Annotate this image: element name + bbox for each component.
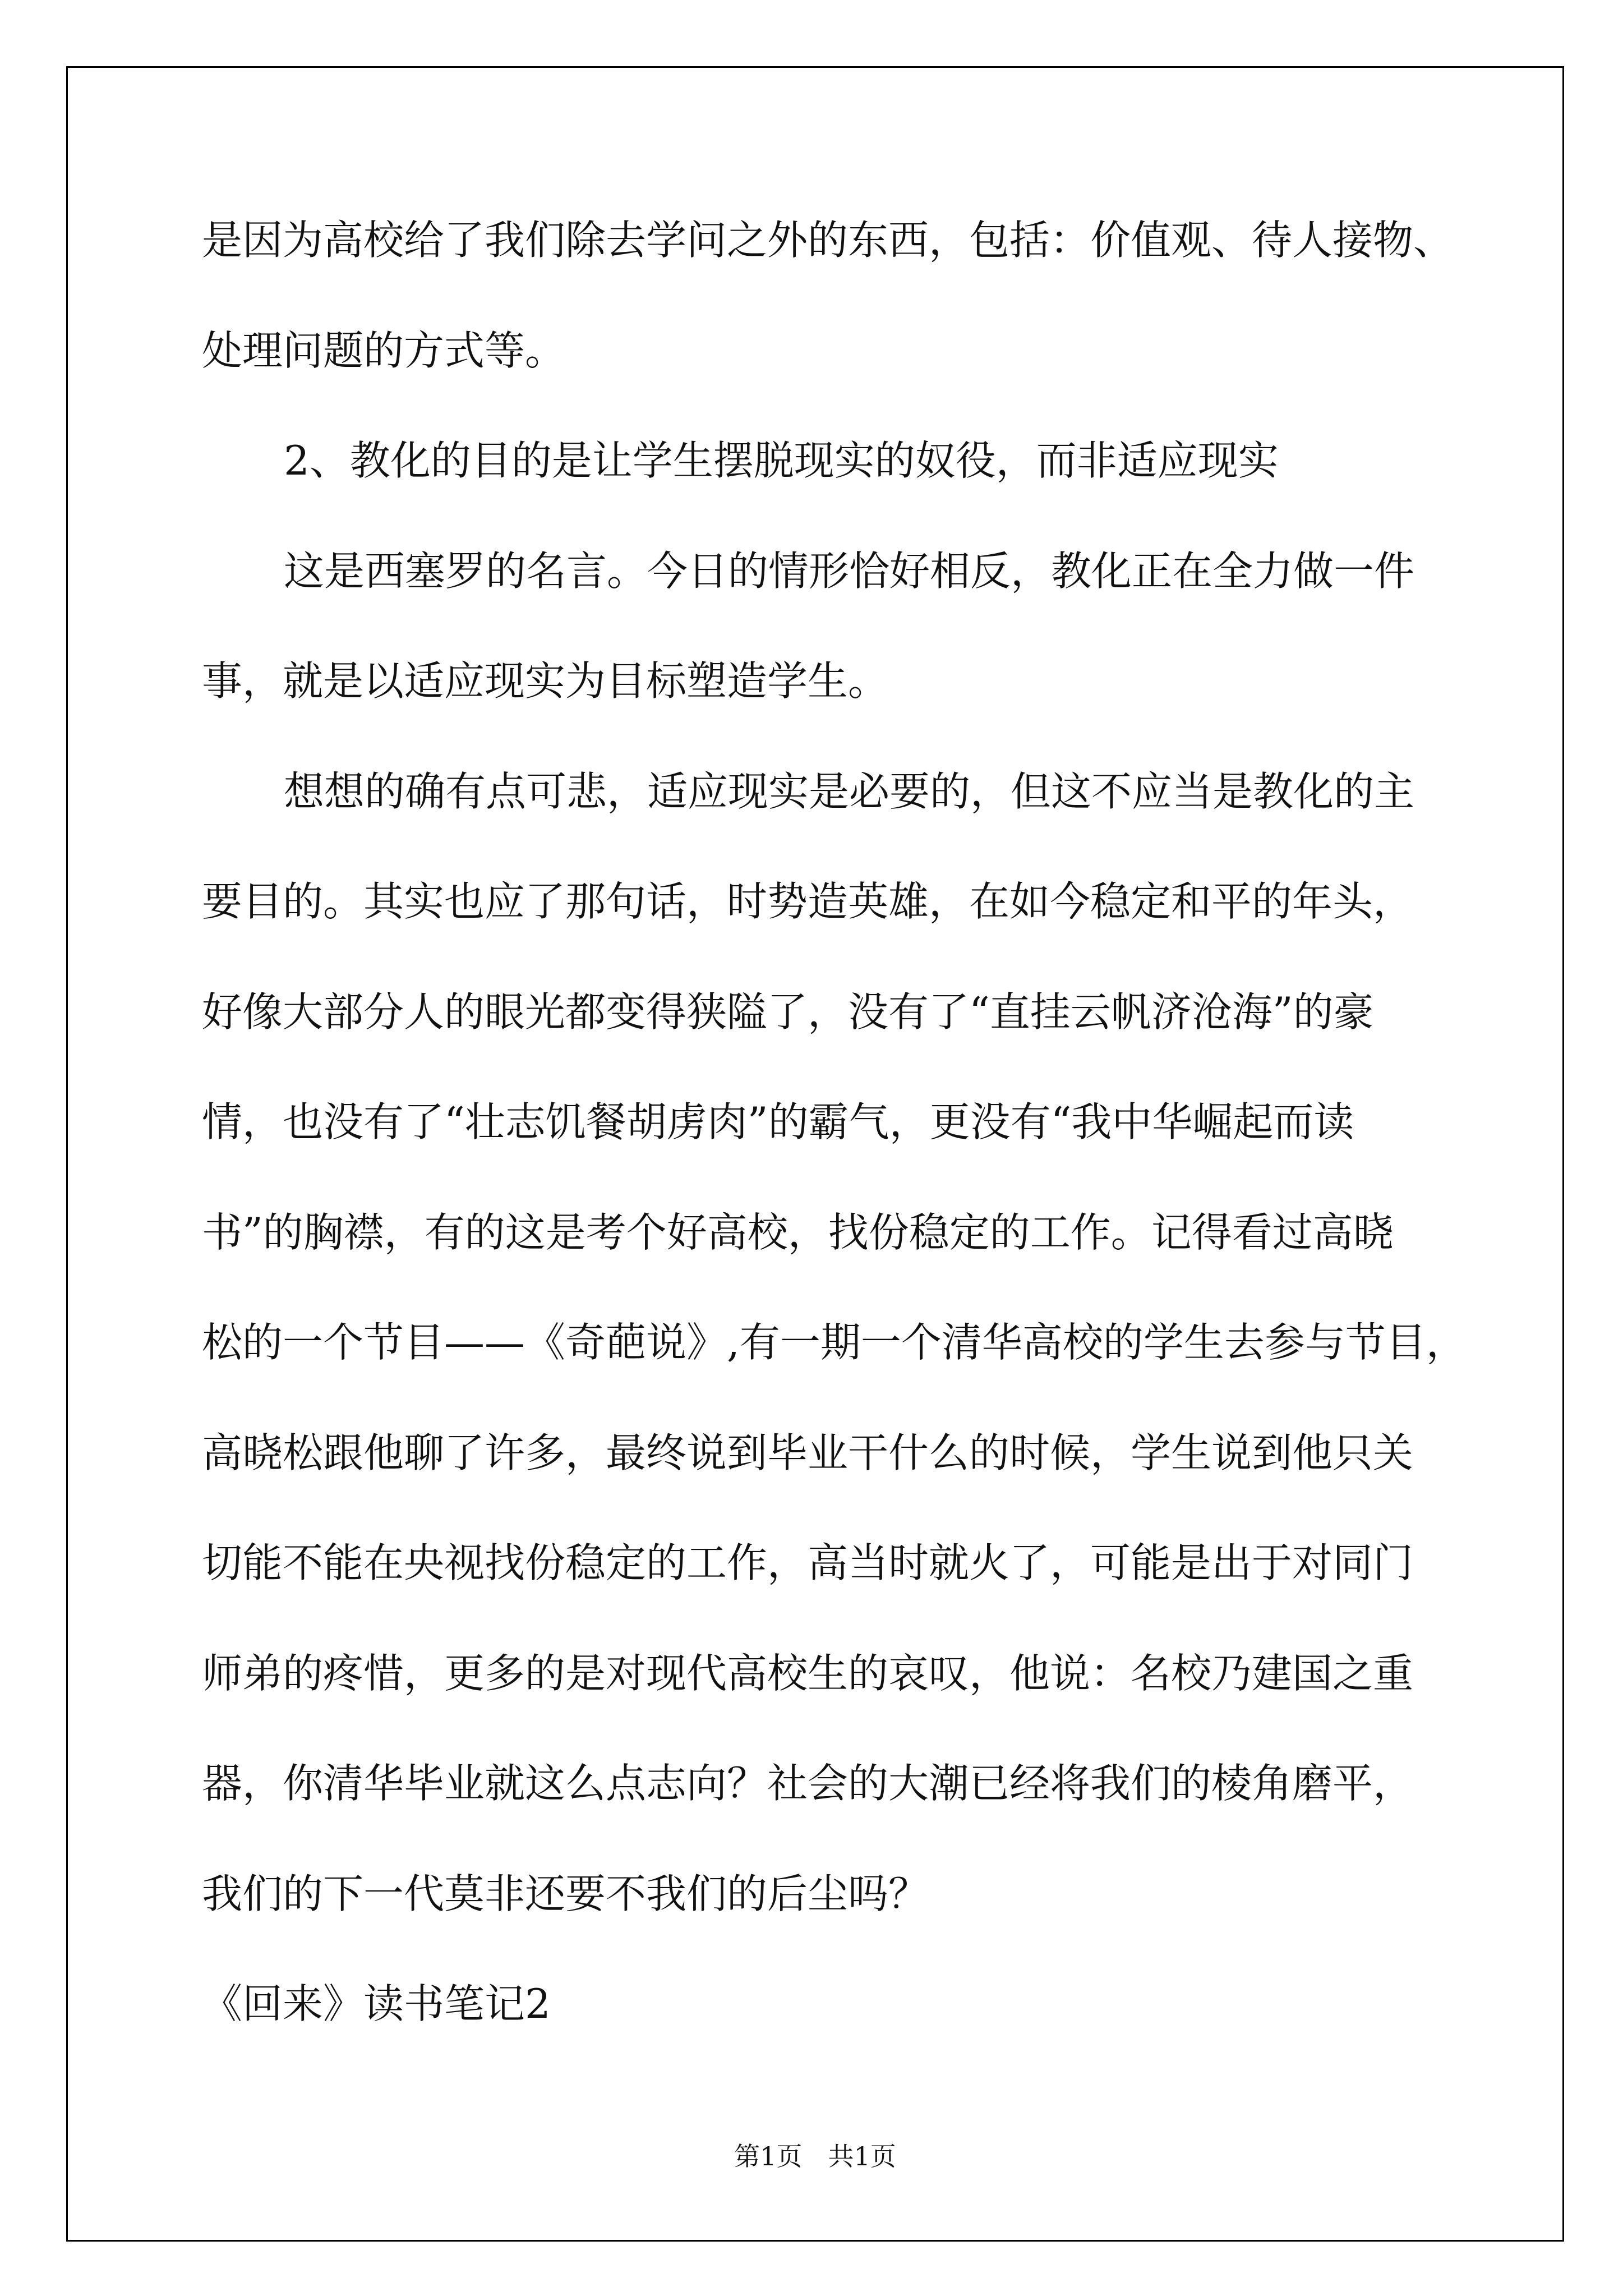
- text-line: 情，也没有了“壮志饥餐胡虏肉”的霸气，更没有“我中华崛起而读: [202, 1098, 1354, 1145]
- text-line: 想想的确有点可悲，适应现实是必要的，但这不应当是教化的主: [284, 767, 1415, 815]
- text-line: 松的一个节目——《奇葩说》,有一期一个清华高校的学生去参与节目，: [202, 1319, 1467, 1366]
- text-line: 高晓松跟他聊了许多，最终说到毕业干什么的时候，学生说到他只关: [202, 1429, 1414, 1476]
- text-line: 器，你清华毕业就这么点志向？社会的大潮已经将我们的棱角磨平，: [202, 1760, 1414, 1807]
- text-line: 处理问题的方式等。: [202, 326, 566, 374]
- paragraph: [202, 516, 1548, 737]
- paragraph: [202, 185, 1548, 406]
- document-body: [202, 185, 1548, 2059]
- text-line: 这是西塞罗的名言。今日的情形恰好相反，教化正在全力做一件: [284, 547, 1415, 595]
- text-line: 师弟的疼惜，更多的是对现代高校生的哀叹，他说：名校乃建国之重: [202, 1649, 1414, 1697]
- paragraph: [202, 406, 1548, 516]
- page-footer: 第1页 共1页: [734, 2141, 896, 2171]
- text-line: 要目的。其实也应了那句话，时势造英雄，在如今稳定和平的年头，: [202, 878, 1414, 925]
- text-line: 切能不能在央视找份稳定的工作，高当时就火了，可能是出于对同门: [202, 1539, 1414, 1586]
- section-heading: 《回来》读书笔记2: [202, 1980, 551, 2027]
- text-line: 事，就是以适应现实为目标塑造学生。: [202, 657, 889, 705]
- text-line: 我们的下一代莫非还要不我们的后尘吗？: [202, 1870, 929, 1917]
- text-line: 2、教化的目的是让学生摆脱现实的奴役，而非适应现实: [284, 437, 1279, 484]
- paragraph: [202, 737, 1548, 1949]
- text-line: 书”的胸襟，有的这是考个好高校，找份稳定的工作。记得看过高晓: [202, 1208, 1394, 1256]
- text-line: 好像大部分人的眼光都变得狭隘了，没有了“直挂云帆济沧海”的豪: [202, 988, 1374, 1036]
- text-line: 是因为高校给了我们除去学问之外的东西，包括：价值观、待人接物、: [202, 217, 1454, 264]
